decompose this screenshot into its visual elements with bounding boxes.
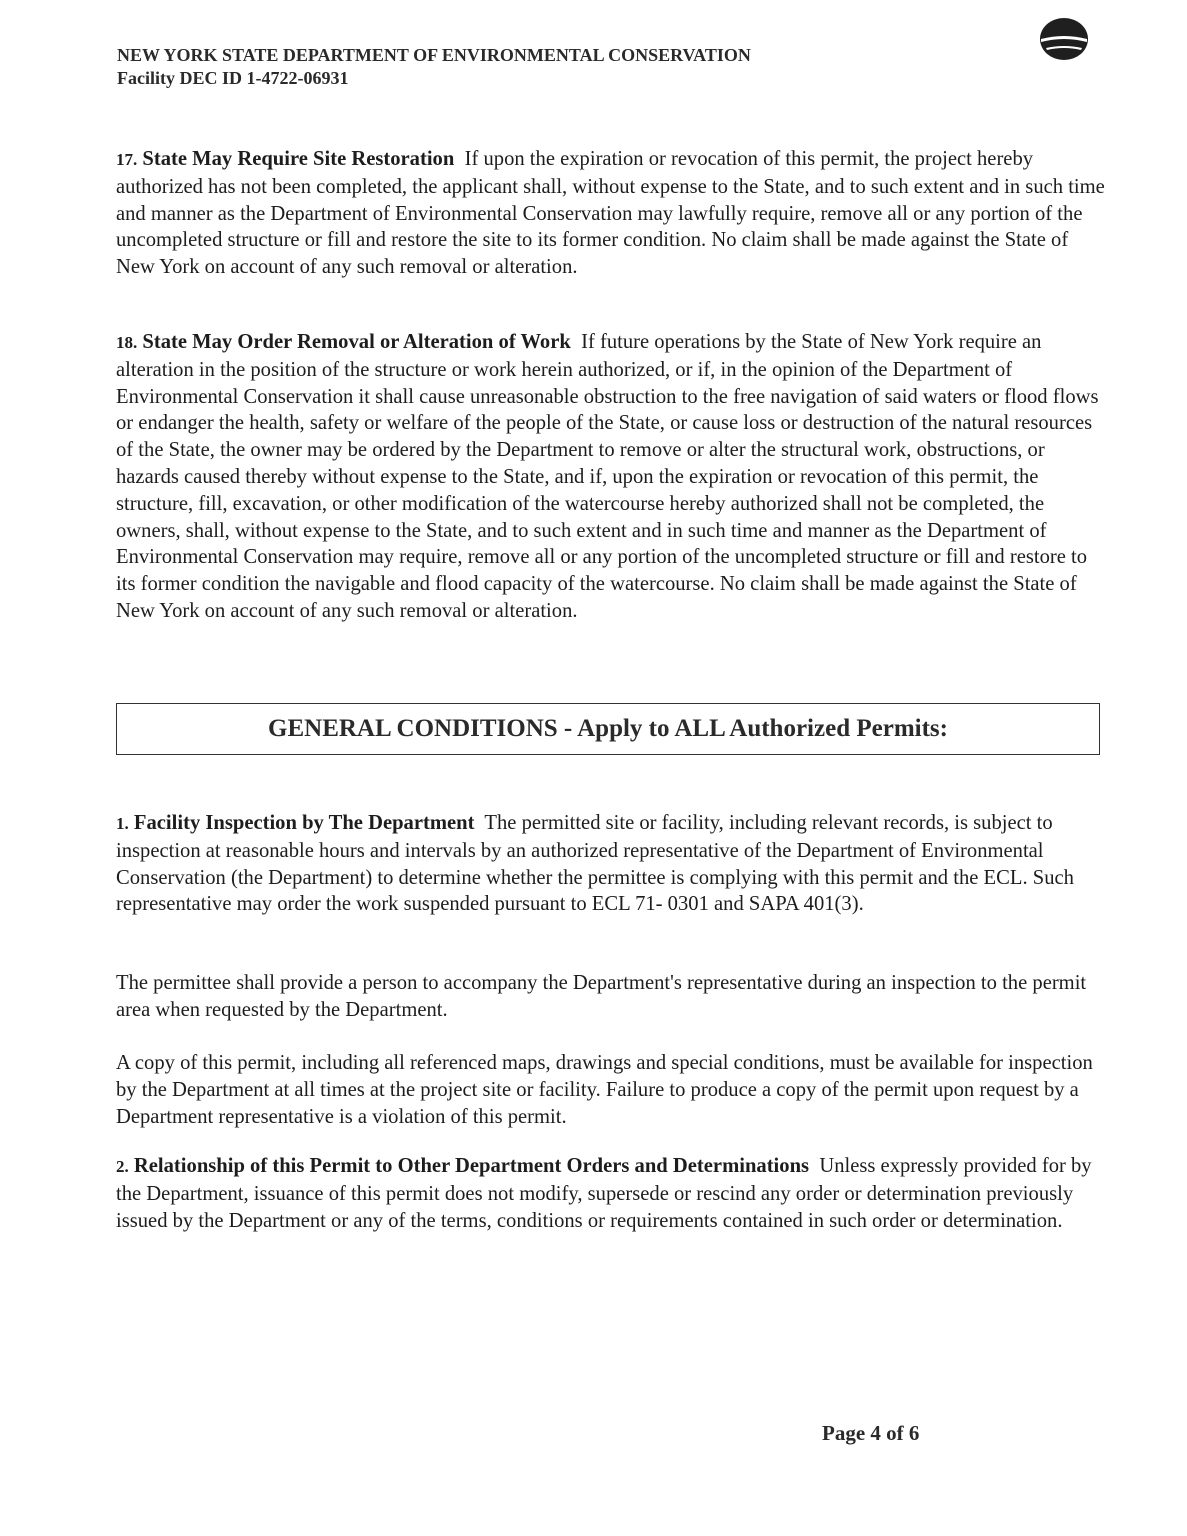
condition-17 <box>116 146 1106 281</box>
condition-number: 18. <box>116 333 138 352</box>
condition-paragraph: A copy of this permit, including all referenced maps, drawings and special conditions, must be available for inspection by the Department at all times at the project site or facility. Failure to produce a copy of the permit upon request by a Department representative is a violation of this permit. <box>116 1052 1093 1128</box>
condition-body: The permitted site or facility, including relevant records, is subject to inspection at reasonable hours and intervals by an authorized representative of the Department of Environmental Conservation (the Department) to determine whether the permittee is complying with this permit and the ECL. Such representative may order the work suspended pursuant to ECL 71- 0301 and SAPA 401(3). <box>116 812 1074 916</box>
condition-number: 17. <box>116 150 138 169</box>
general-conditions-heading: GENERAL CONDITIONS - Apply to ALL Authorized Permits: <box>268 715 948 742</box>
condition-number: 2. <box>116 1157 129 1176</box>
condition-body: Unless expressly provided for by the Department, issuance of this permit does not modify, supersede or rescind any order or determination previously issued by the Department or any of the terms, conditions or requirements contained in such order or determination. <box>116 1155 1092 1232</box>
general-condition-2 <box>116 1153 1106 1234</box>
condition-title: State May Order Removal or Alteration of Work <box>142 331 571 353</box>
general-condition-1 <box>116 810 1106 918</box>
condition-title: Facility Inspection by The Department <box>133 812 475 834</box>
general-condition-1-paragraph-2 <box>116 970 1106 1024</box>
condition-paragraph: The permittee shall provide a person to accompany the Department's representative during an inspection to the permit area when requested by the Department. <box>116 972 1087 1021</box>
general-condition-1-paragraph-3 <box>116 1050 1106 1130</box>
condition-title: State May Require Site Restoration <box>142 148 455 170</box>
page-number: Page 4 of 6 <box>822 1421 920 1445</box>
condition-body: If future operations by the State of New York require an alteration in the position of the structure or work herein authorized, or if, in the opinion of the Department of Environmental Conservation it shall cause unreasonable obstruction to the free navigation of said waters or flood flows or endanger the health, safety or welfare of the people of the State, or cause loss or destruction of the natural resources of the State, the owner may be ordered by the Department to remove or alter the structural work, obstructions, or hazards caused thereby without expense to the State, and if, upon the expiration or revocation of this permit, the structure, fill, excavation, or other modification of the watercourse hereby authorized shall not be completed, the owners, shall, without expense to the State, and to such extent and in such time and manner as the Department of Environmental Conservation may require, remove all or any portion of the uncompleted structure or fill and restore to its former condition the navigable and flood capacity of the watercourse. No claim shall be made against the State of New York on account of any such removal or alteration. <box>116 331 1099 622</box>
condition-number: 1. <box>116 814 129 833</box>
general-conditions-heading-box <box>116 703 1100 755</box>
condition-body: If upon the expiration or revocation of this permit, the project hereby authorized has not been completed, the applicant shall, without expense to the State, and to such extent and in such time and manner as the Department of Environmental Conservation may lawfully require, remove all or any portion of the uncompleted structure or fill and restore the site to its former condition. No claim shall be made against the State of New York on account of any such removal or alteration. <box>116 148 1105 279</box>
condition-18 <box>116 329 1106 625</box>
condition-title: Relationship of this Permit to Other Department Orders and Determinations <box>133 1155 810 1177</box>
facility-id: Facility DEC ID 1-4722-06931 <box>117 68 349 88</box>
document-header <box>117 44 751 90</box>
department-name: NEW YORK STATE DEPARTMENT OF ENVIRONMENTAL CONSERVATION <box>117 45 751 65</box>
dec-logo-icon <box>1038 17 1090 61</box>
